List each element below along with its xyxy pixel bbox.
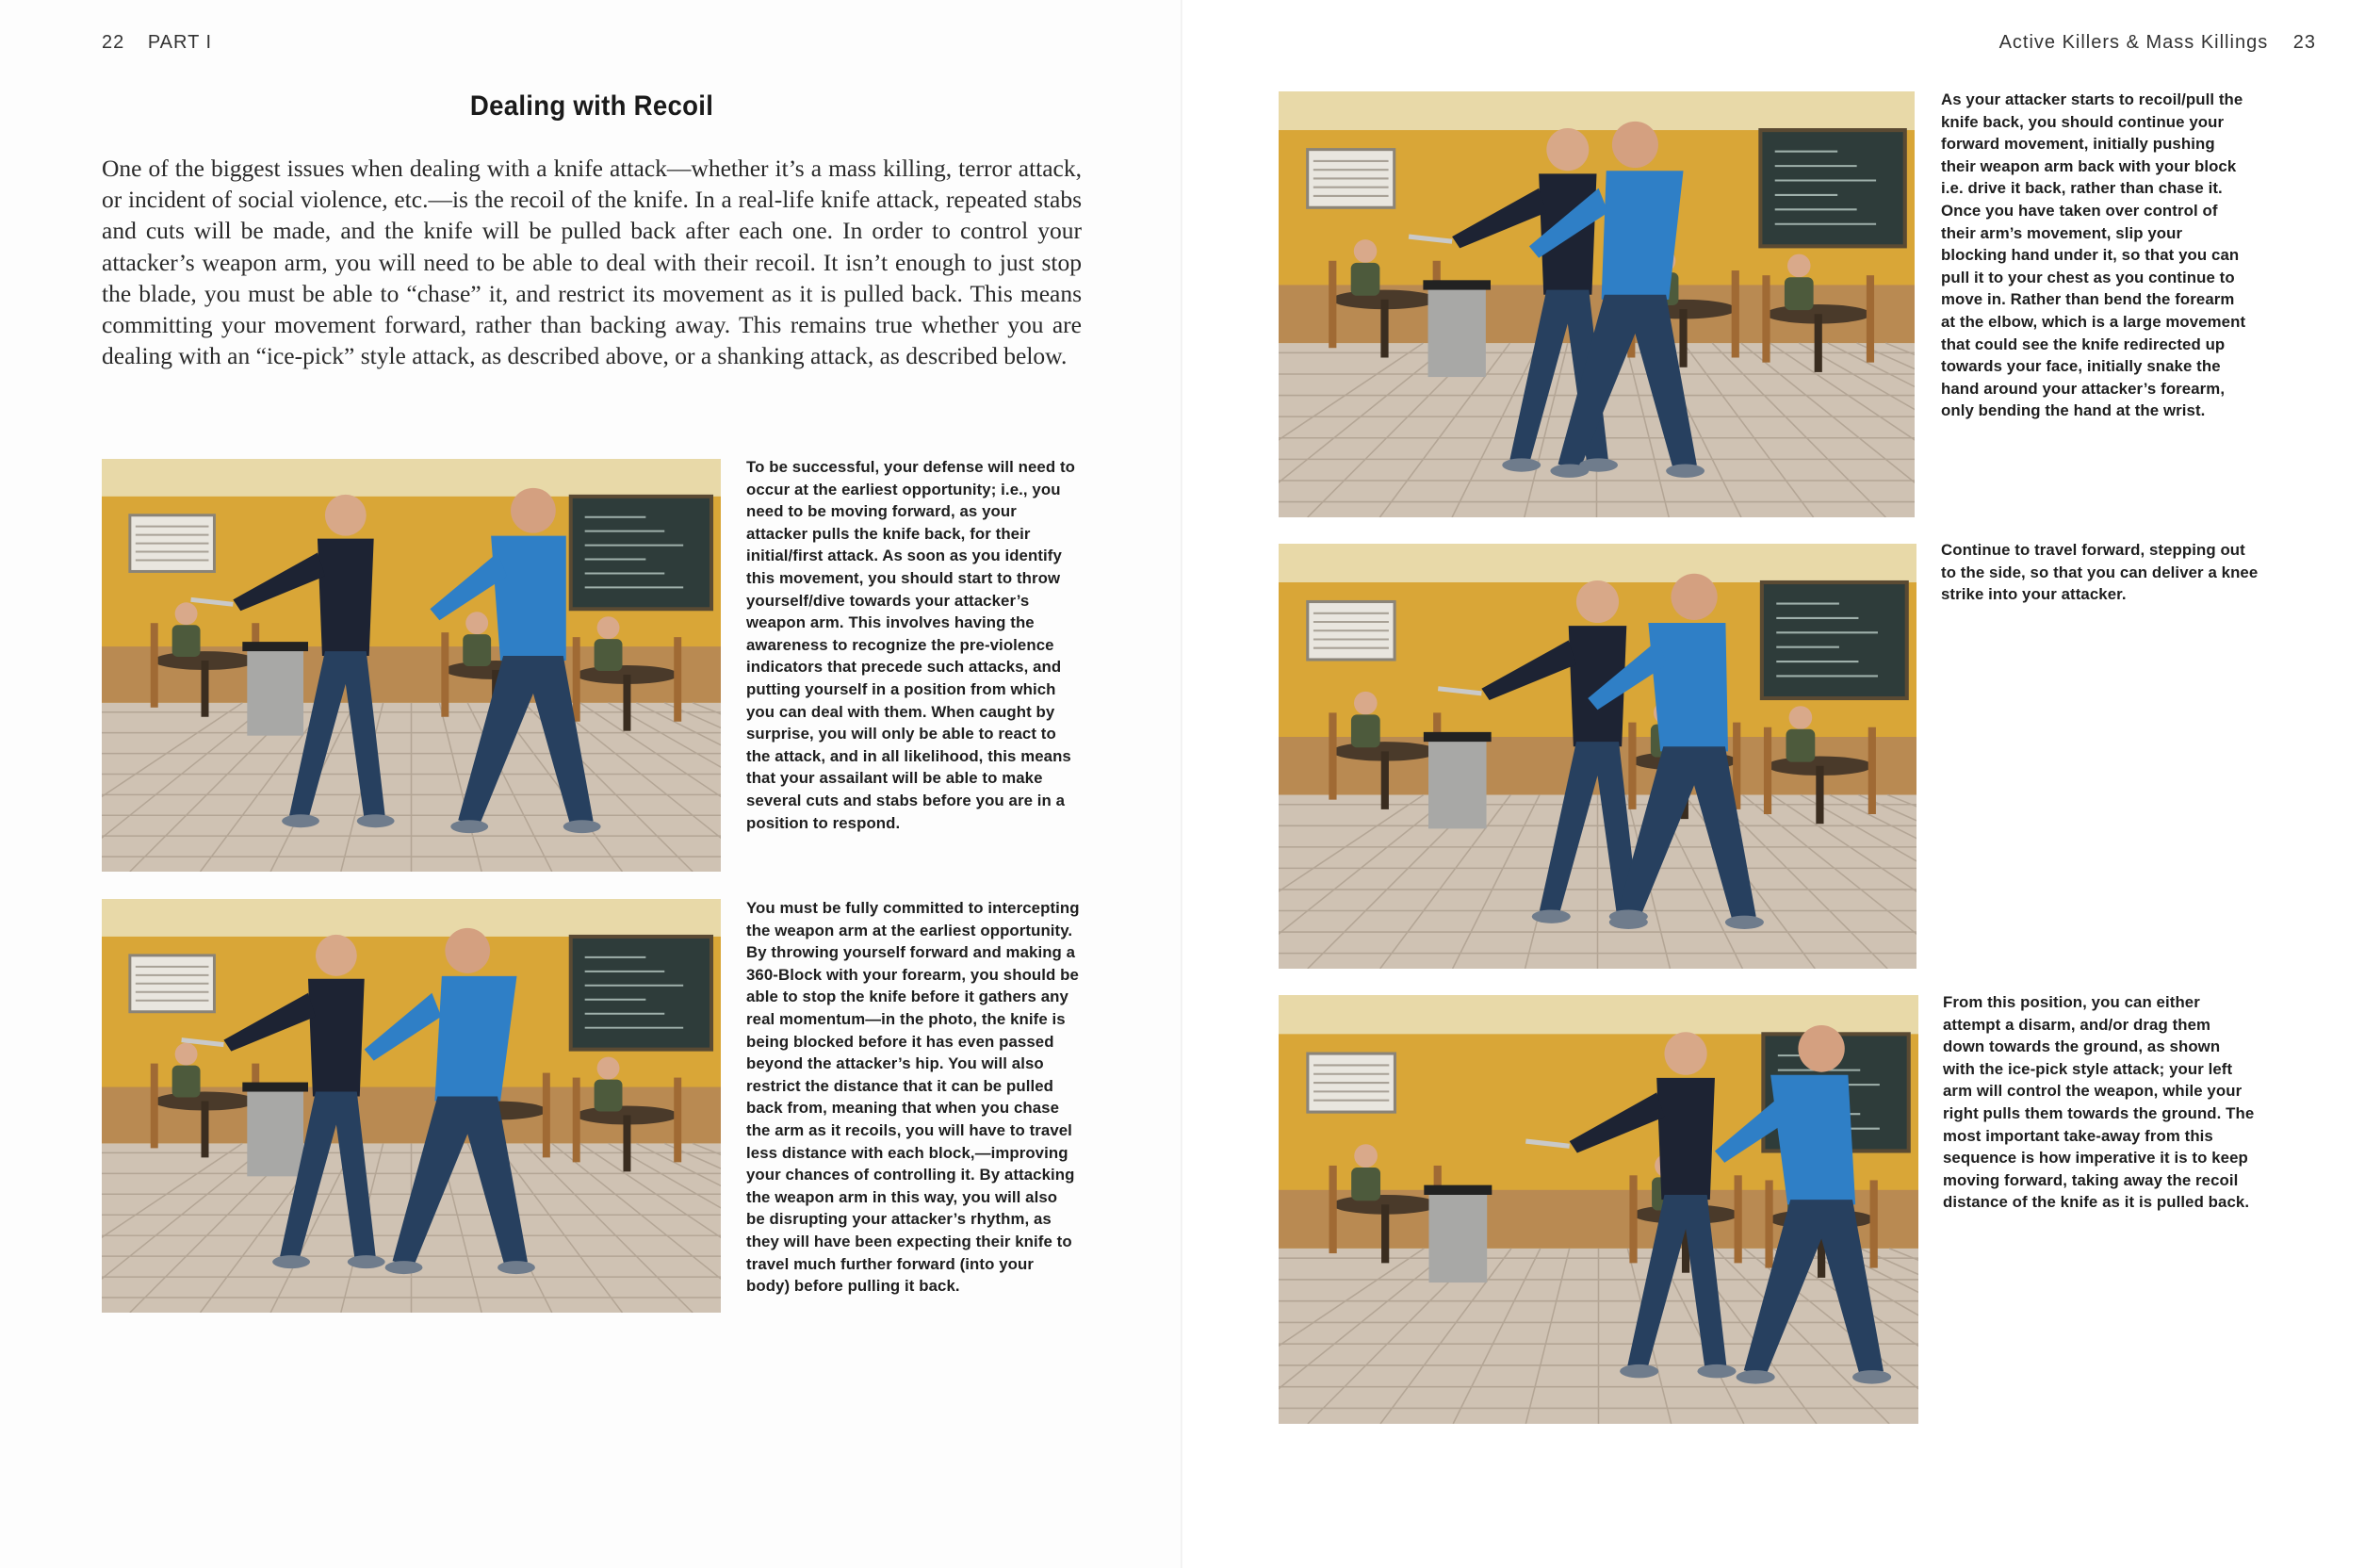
caption-step-5: From this position, you can either attempt a disarm, and/or drag them down towards the ground, as shown with the ice-pick style attack; your left arm will control the weapon, while your right pulls them towards the ground. The most important take-away from this sequence is how imperative it is to keep moving forward, taking away the recoil distance of the knife as it is pulled back. <box>1943 993 2255 1212</box>
section-label: PART I <box>147 32 213 53</box>
page-number-right: 23 <box>2292 32 2316 53</box>
photo-scene <box>102 899 721 1313</box>
photo-defense-step-1 <box>102 459 721 872</box>
page-number-left: 22 <box>102 32 125 53</box>
running-title: Active Killers & Mass Killings <box>1998 32 2269 53</box>
right-running-head <box>1999 32 2316 54</box>
caption-step-3: As your attacker starts to recoil/pull the knife back, you should continue your forward movement, initially pushing their weapon arm back with your block i.e. drive it back, rather than chase it. Once you have taken over control of their arm’s movement, slip your blocking hand under it, so that you can pull it to your chest as you continue to move in. Rather than bend the forearm at the elbow, which is a large movement that could see the knife redirected up towards your face, initially snake the hand around your attacker’s forearm, only bending the hand at the wrist. <box>1941 90 2246 420</box>
photo-scene <box>1279 995 1918 1424</box>
photo-scene <box>102 459 721 872</box>
left-running-head <box>102 32 212 54</box>
left-page <box>0 0 1182 1568</box>
right-page <box>1182 0 2365 1568</box>
section-heading: Dealing with Recoil <box>469 90 714 122</box>
caption-step-4: Continue to travel forward, stepping out to the side, so that you can deliver a knee strike into your attacker. <box>1941 541 2259 604</box>
lead-paragraph: One of the biggest issues when dealing with a knife attack—whether it’s a mass killing, terror attack, or incident of social violence, etc.—is the recoil of the knife. In a real-life knife attack, repeated stabs and cuts will be made, and the knife will be pulled back after each one. In order to control your attacker’s weapon arm, you will need to be able to deal with their recoil. It isn’t enough to just stop the blade, you must be able to “chase” it, and restrict its movement as it is pulled back. This means committing your movement forward, rather than backing away. This remains true whether you are dealing with an “ice-pick” style attack, as described above, or a shanking attack, as described below. <box>102 155 1082 370</box>
caption-step-2: You must be fully committed to intercepting the weapon arm at the earliest opportunity. By throwing yourself forward and making a 360-Block with your forearm, you should be able to stop the knife before it gathers any real momentum—in the photo, the knife is being blocked before it has even passed beyond the attacker’s hip. You will also restrict the distance that it can be pulled back from, meaning that when you chase the arm as it recoils, you will have to travel less distance with each block,—improving your chances of controlling it. By attacking the weapon arm in this way, you will also be disrupting your attacker’s rhythm, as they will have been expecting their knife to travel much further forward (into your body) before pulling it back. <box>746 899 1080 1296</box>
photo-defense-step-4 <box>1279 544 1916 969</box>
photo-defense-step-5 <box>1279 995 1918 1424</box>
caption-step-1: To be successful, your defense will need to occur at the earliest opportunity; i.e., you need to be moving forward, as your attacker pulls the knife back, for their initial/first attack. As soon as you identify this movement, you should start to throw yourself/dive towards your attacker’s weapon arm. This involves having the awareness to recognize the pre-violence indicators that precede such attacks, and putting yourself in a position from which you can deal with them. When caught by surprise, you will only be able to react to the attack, and in all likelihood, this means that your assailant will be able to make several cuts and stabs before you are in a position to respond. <box>746 458 1076 832</box>
photo-scene <box>1279 91 1915 517</box>
photo-defense-step-2 <box>102 899 721 1313</box>
photo-defense-step-3 <box>1279 91 1915 517</box>
photo-scene <box>1279 544 1916 969</box>
